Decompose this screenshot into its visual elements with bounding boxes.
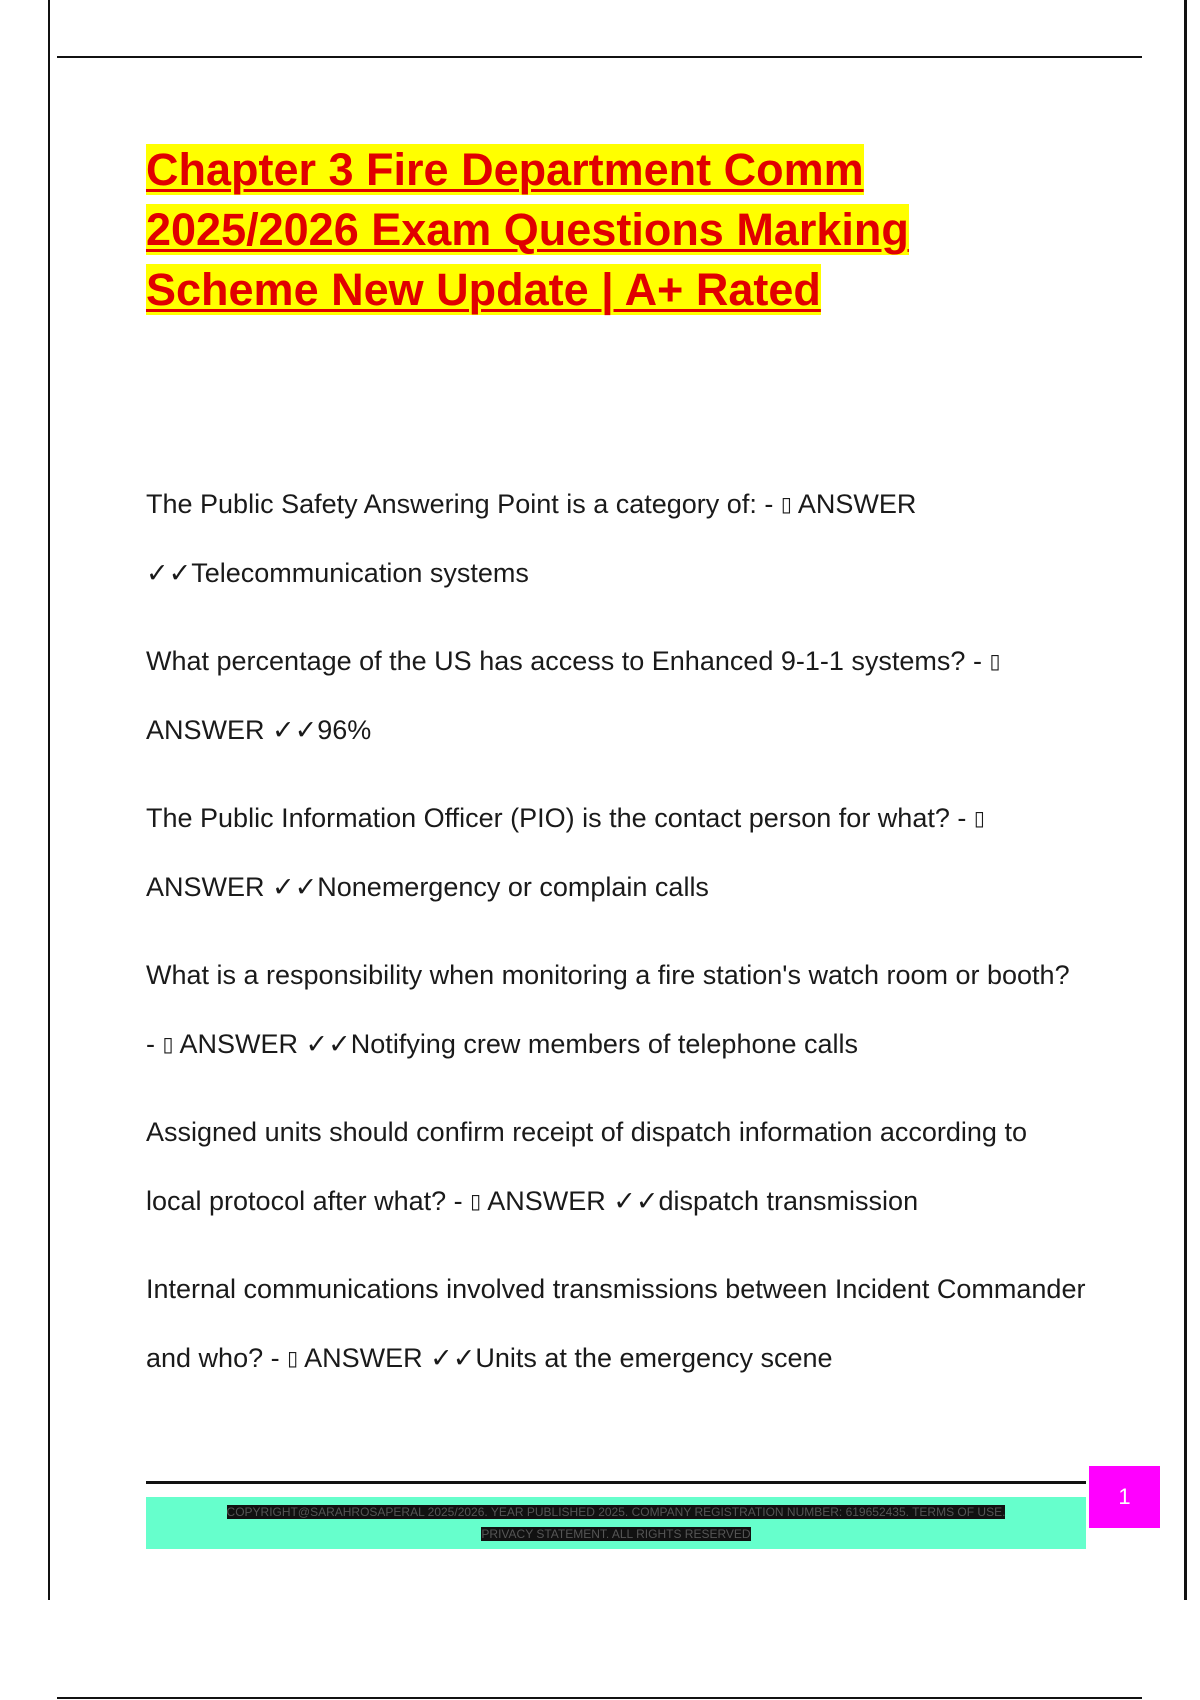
double-check-icon: ✓✓ (272, 872, 318, 903)
answer-text: dispatch transmission (658, 1186, 919, 1216)
missing-glyph-icon: ▯ (973, 806, 985, 830)
document-title (146, 140, 1046, 320)
qa-item (146, 627, 1086, 765)
question-text: The Public Information Officer (PIO) is the contact person for what? - (146, 803, 974, 833)
answer-label: ANSWER (481, 1186, 614, 1216)
question-text: The Public Safety Answering Point is a category of: - (146, 489, 781, 519)
copyright-line-1: COPYRIGHT@SARAHROSAPERAL 2025/2026. YEAR PUBLISHED 2025. COMPANY REGISTRATION NUMBER: 619652435. TERMS OF USE. (226, 1505, 1006, 1519)
question-text: What percentage of the US has access to Enhanced 9-1-1 systems? - (146, 646, 990, 676)
page-border-right (1184, 0, 1187, 1600)
question-list (146, 470, 1086, 1412)
missing-glyph-icon: ▯ (780, 492, 792, 516)
page-number: 1 (1118, 1484, 1131, 1509)
answer-text: Units at the emergency scene (475, 1343, 833, 1373)
missing-glyph-icon: ▯ (989, 649, 1001, 673)
document-title-text: Chapter 3 Fire Department Comm 2025/2026 Exam Questions Marking Scheme New Update | A+ Rated (146, 144, 909, 315)
copyright-notice (146, 1501, 1086, 1545)
answer-label: ANSWER (146, 715, 273, 745)
answer-label: ANSWER (791, 489, 917, 519)
copyright-line-2: PRIVACY STATEMENT. ALL RIGHTS RESERVED (481, 1527, 751, 1541)
qa-item (146, 941, 1086, 1079)
next-page-rule (57, 1697, 1142, 1699)
double-check-icon: ✓✓ (146, 558, 192, 589)
qa-item (146, 784, 1086, 922)
header-rule (57, 56, 1142, 58)
answer-text: 96% (317, 715, 372, 745)
footer-rule (146, 1481, 1086, 1484)
answer-label: ANSWER (298, 1343, 431, 1373)
answer-text: Notifying crew members of telephone calls (350, 1029, 859, 1059)
missing-glyph-icon: ▯ (162, 1032, 174, 1056)
double-check-icon: ✓✓ (613, 1186, 659, 1217)
double-check-icon: ✓✓ (272, 715, 318, 746)
answer-label: ANSWER (173, 1029, 306, 1059)
question-text: Internal communications involved transmissions between Incident Commander and who? - (146, 1274, 1086, 1373)
question-text: What is a responsibility when monitoring a fire station's watch room or booth? - (146, 960, 1070, 1059)
missing-glyph-icon: ▯ (287, 1346, 299, 1370)
answer-text: Telecommunication systems (191, 558, 529, 588)
answer-text: Nonemergency or complain calls (317, 872, 709, 902)
question-text: Assigned units should confirm receipt of dispatch information according to local protocol after what? - (146, 1117, 1027, 1216)
page-border-left (48, 0, 50, 1600)
qa-item (146, 1255, 1086, 1393)
page-number-badge (1089, 1466, 1160, 1528)
qa-item (146, 470, 1086, 608)
answer-label: ANSWER (146, 872, 273, 902)
double-check-icon: ✓✓ (430, 1343, 476, 1374)
double-check-icon: ✓✓ (305, 1029, 351, 1060)
qa-item (146, 1098, 1086, 1236)
missing-glyph-icon: ▯ (470, 1189, 482, 1213)
